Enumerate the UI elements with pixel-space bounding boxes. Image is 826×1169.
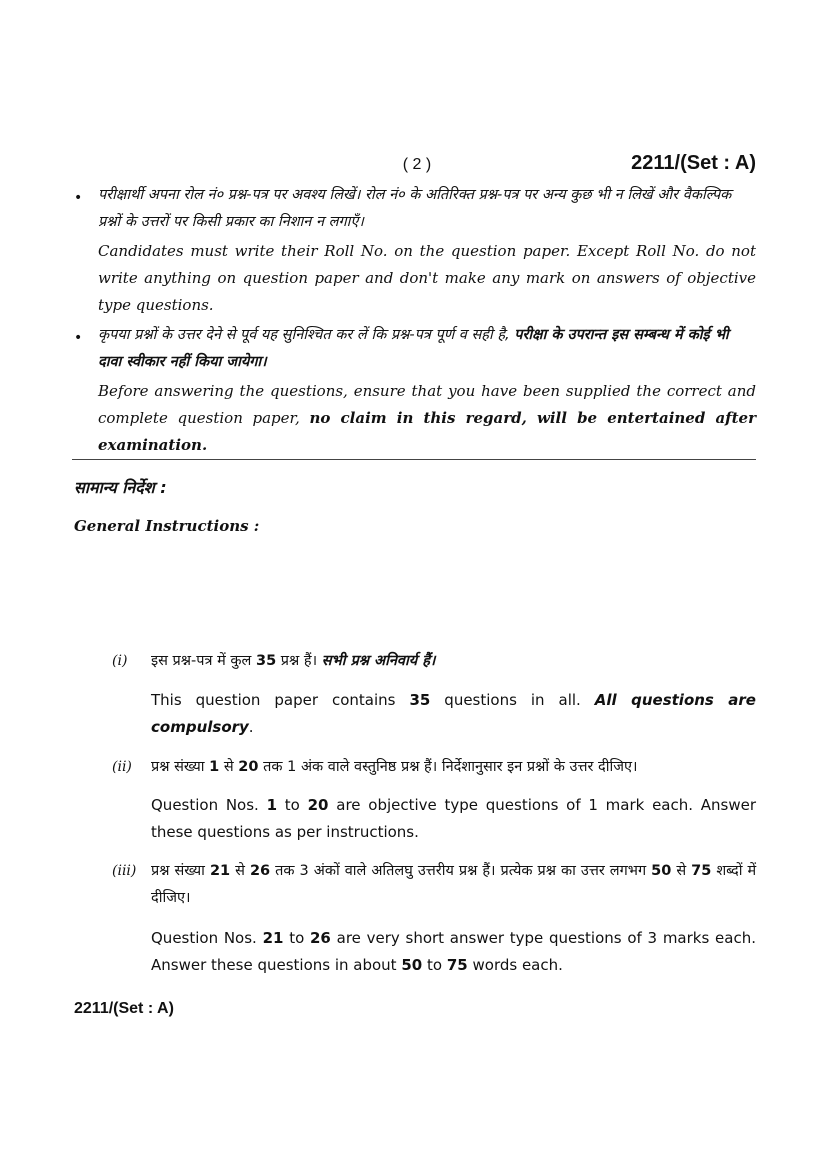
number: 1 [266, 796, 278, 814]
number: 50 [401, 956, 423, 974]
text: . [248, 718, 254, 736]
number: 20 [238, 759, 259, 775]
instruction-iii-english [151, 925, 756, 979]
instruction-ii-hindi [151, 754, 756, 781]
emphasis: All questions are compulsory [151, 691, 756, 736]
text: to [427, 956, 443, 974]
text: are very short answer type questions of 3 marks each. Answer these questions in about [151, 929, 756, 974]
note-1-hindi: परीक्षार्थी अपना रोल नं० प्रश्न-पत्र पर अवश्य लिखें। रोल नं० के अतिरिक्त प्रश्न-पत्र पर अन्य कुछ भी न लिखें और वैकल्पिक प्रश्नों के उत्तरों पर किसी प्रकार का निशान न लगाएँ। [98, 187, 732, 230]
note-2-hindi [98, 322, 756, 376]
instruction-ii-label: (ii) [112, 759, 132, 775]
text: से [223, 759, 234, 775]
instruction-ii-english [151, 792, 756, 846]
note-2-english-text: Before answering the questions, ensure that you have been supplied the correct and complete question paper, [98, 382, 756, 427]
number: 21 [262, 929, 284, 947]
number: 35 [255, 653, 277, 669]
instruction-i-hindi [151, 648, 756, 675]
set-code-footer: 2211/(Set : A) [74, 1000, 174, 1017]
number: 75 [446, 956, 468, 974]
number: 20 [307, 796, 329, 814]
number: 75 [691, 863, 712, 879]
note-2-english [98, 378, 756, 459]
text: This question paper contains [151, 691, 396, 709]
number: 26 [310, 929, 331, 947]
note-2-english-bold: no claim in this regard, will be entertained after examination. [98, 409, 756, 454]
text: to [284, 796, 300, 814]
number: 26 [249, 863, 271, 879]
divider [72, 459, 756, 460]
note-1-english: Candidates must write their Roll No. on the question paper. Except Roll No. do not write anything on question paper and don't make any mark on answers of objective type questions. [98, 242, 756, 314]
instruction-i-english [151, 687, 756, 741]
text: प्रश्न संख्या [151, 863, 205, 879]
text: से [676, 863, 687, 879]
general-title-hindi: सामान्य निर्देश : [74, 478, 167, 497]
text: प्रश्न हैं। [280, 653, 318, 669]
text: words each. [472, 956, 563, 974]
text: से [235, 863, 245, 879]
text: Question Nos. [151, 929, 257, 947]
text: are objective type questions of 1 mark each. Answer these questions as per instructions. [151, 796, 757, 841]
number: 1 [209, 759, 220, 775]
text: तक 1 अंक वाले वस्तुनिष्ठ प्रश्न हैं। निर्देशानुसार इन प्रश्नों के उत्तर दीजिए। [263, 759, 638, 775]
instruction-iii-hindi [151, 858, 756, 912]
general-title-english: General Instructions : [74, 517, 260, 535]
note-2-hindi-text: कृपया प्रश्नों के उत्तर देने से पूर्व यह सुनिश्चित कर लें कि प्रश्न-पत्र पूर्ण व सही है, [98, 327, 510, 343]
text: questions in all. [444, 691, 581, 709]
number: 21 [209, 863, 231, 879]
bullet-2: • [74, 330, 83, 346]
text: प्रश्न संख्या [151, 759, 205, 775]
set-code-header: 2211/(Set : A) [631, 152, 756, 174]
emphasis: सभी प्रश्न अनिवार्य हैं। [321, 653, 436, 669]
text: इस प्रश्न-पत्र में कुल [151, 653, 252, 669]
text: Question Nos. [151, 796, 259, 814]
page-number: ( 2 ) [402, 156, 432, 173]
note-2-hindi-bold: परीक्षा के उपरान्त इस सम्बन्ध में कोई भी दावा स्वीकार नहीं किया जायेगा। [98, 327, 729, 370]
text: शब्दों में दीजिए। [151, 863, 757, 906]
text: तक 3 अंकों वाले अतिलघु उत्तरीय प्रश्न हैं। प्रत्येक प्रश्न का उत्तर लगभग [275, 863, 647, 879]
bullet-1: • [74, 190, 83, 206]
instruction-iii-label: (iii) [112, 863, 137, 879]
number: 35 [409, 691, 431, 709]
instruction-i-label: (i) [112, 653, 128, 669]
number: 50 [651, 863, 672, 879]
text: to [289, 929, 305, 947]
